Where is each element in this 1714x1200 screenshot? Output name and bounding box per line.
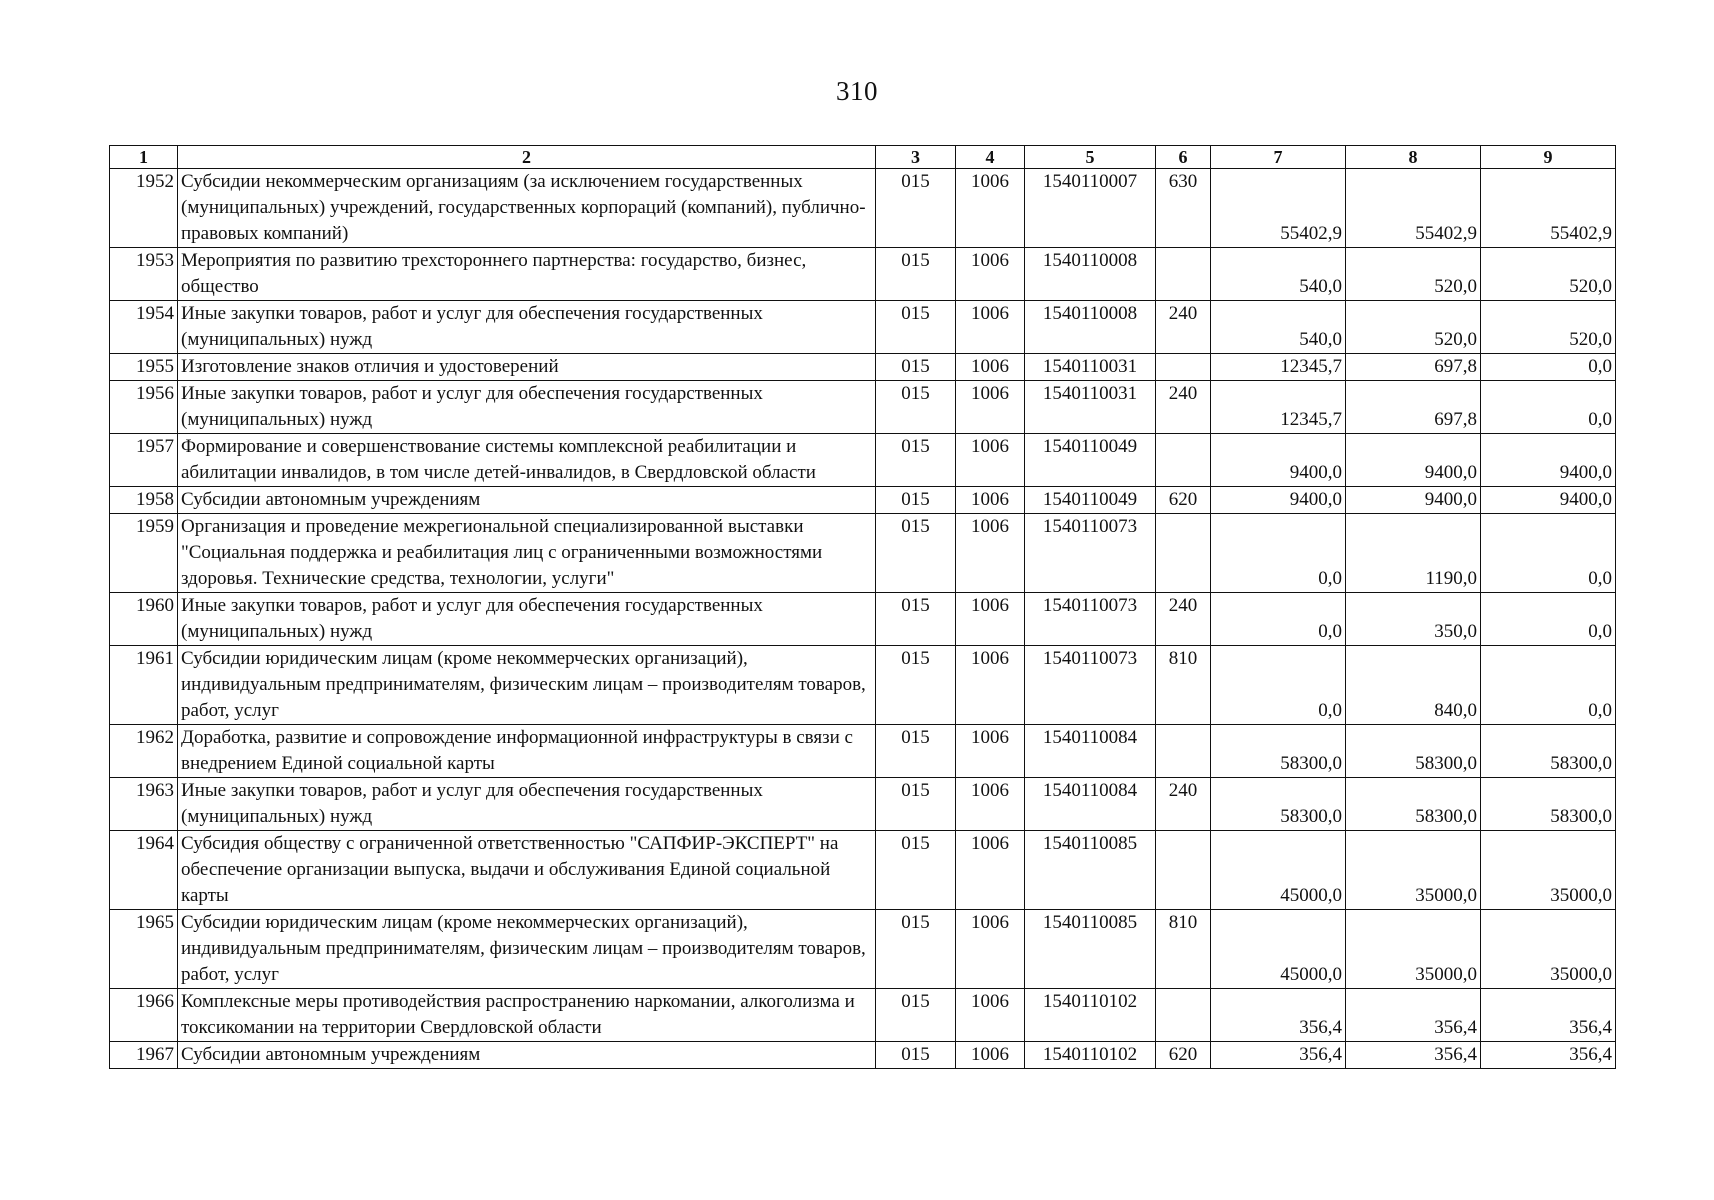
row-number: 1953: [110, 248, 178, 301]
table-row: [110, 1042, 1616, 1069]
row-name: Организация и проведение межрегиональной специализированной выставки "Социальная поддержка и реабилитация лиц с ограниченными возможностями здоровья. Технические средства, технологии, услуги": [178, 514, 876, 593]
row-number: 1959: [110, 514, 178, 593]
row-name: Комплексные меры противодействия распространению наркомании, алкоголизма и токсикомании на территории Свердловской области: [178, 989, 876, 1042]
header-cell-8: 8: [1346, 146, 1481, 169]
row-name: Субсидии юридическим лицам (кроме некоммерческих организаций), индивидуальным предпринимателям, физическим лицам – производителям товаров, работ, услуг: [178, 646, 876, 725]
row-col5: 1540110031: [1025, 354, 1156, 381]
table-row: [110, 831, 1616, 910]
row-col5: 1540110007: [1025, 169, 1156, 248]
row-col4: 1006: [956, 169, 1025, 248]
row-col3: 015: [876, 169, 956, 248]
row-col6: 240: [1156, 381, 1211, 434]
row-name: Формирование и совершенствование системы комплексной реабилитации и абилитации инвалидов, в том числе детей-инвалидов, в Свердловской области: [178, 434, 876, 487]
row-value-7: 540,0: [1211, 248, 1346, 301]
row-number: 1962: [110, 725, 178, 778]
table-row: [110, 248, 1616, 301]
row-col6: [1156, 831, 1211, 910]
row-value-9: 0,0: [1481, 646, 1616, 725]
row-number: 1960: [110, 593, 178, 646]
row-number: 1965: [110, 910, 178, 989]
row-value-7: 9400,0: [1211, 434, 1346, 487]
row-value-8: 35000,0: [1346, 910, 1481, 989]
table-row: [110, 487, 1616, 514]
row-value-8: 520,0: [1346, 248, 1481, 301]
row-value-8: 1190,0: [1346, 514, 1481, 593]
row-value-7: 540,0: [1211, 301, 1346, 354]
row-name: Доработка, развитие и сопровождение информационной инфраструктуры в связи с внедрением Единой социальной карты: [178, 725, 876, 778]
row-col5: 1540110008: [1025, 301, 1156, 354]
row-col4: 1006: [956, 301, 1025, 354]
table-row: [110, 989, 1616, 1042]
row-col5: 1540110102: [1025, 989, 1156, 1042]
row-value-7: 45000,0: [1211, 910, 1346, 989]
row-name: Изготовление знаков отличия и удостоверений: [178, 354, 876, 381]
row-col4: 1006: [956, 381, 1025, 434]
row-col6: 630: [1156, 169, 1211, 248]
row-col6: [1156, 514, 1211, 593]
row-name: Субсидии некоммерческим организациям (за исключением государственных (муниципальных) учреждений, государственных корпораций (компаний), публично-правовых компаний): [178, 169, 876, 248]
row-col6: [1156, 434, 1211, 487]
row-value-9: 58300,0: [1481, 725, 1616, 778]
row-col5: 1540110085: [1025, 910, 1156, 989]
row-col6: [1156, 725, 1211, 778]
row-col4: 1006: [956, 910, 1025, 989]
row-col3: 015: [876, 514, 956, 593]
row-name: Субсидии автономным учреждениям: [178, 487, 876, 514]
row-value-7: 12345,7: [1211, 381, 1346, 434]
header-cell-3: 3: [876, 146, 956, 169]
row-value-8: 35000,0: [1346, 831, 1481, 910]
row-value-7: 9400,0: [1211, 487, 1346, 514]
row-name: Мероприятия по развитию трехстороннего партнерства: государство, бизнес, общество: [178, 248, 876, 301]
row-col3: 015: [876, 725, 956, 778]
row-number: 1955: [110, 354, 178, 381]
row-col5: 1540110049: [1025, 434, 1156, 487]
row-col3: 015: [876, 434, 956, 487]
row-value-8: 58300,0: [1346, 778, 1481, 831]
row-value-9: 0,0: [1481, 381, 1616, 434]
row-col6: 810: [1156, 910, 1211, 989]
row-col4: 1006: [956, 989, 1025, 1042]
row-value-9: 35000,0: [1481, 831, 1616, 910]
row-number: 1956: [110, 381, 178, 434]
row-col5: 1540110102: [1025, 1042, 1156, 1069]
row-col3: 015: [876, 778, 956, 831]
table-row: [110, 593, 1616, 646]
row-col3: 015: [876, 1042, 956, 1069]
row-col3: 015: [876, 381, 956, 434]
row-col3: 015: [876, 354, 956, 381]
row-col5: 1540110073: [1025, 514, 1156, 593]
table-row: [110, 169, 1616, 248]
row-value-9: 356,4: [1481, 1042, 1616, 1069]
row-col6: 620: [1156, 1042, 1211, 1069]
row-name: Иные закупки товаров, работ и услуг для обеспечения государственных (муниципальных) нужд: [178, 593, 876, 646]
row-name: Субсидии юридическим лицам (кроме некоммерческих организаций), индивидуальным предпринимателям, физическим лицам – производителям товаров, работ, услуг: [178, 910, 876, 989]
row-value-7: 0,0: [1211, 646, 1346, 725]
row-value-7: 12345,7: [1211, 354, 1346, 381]
row-value-8: 58300,0: [1346, 725, 1481, 778]
row-col5: 1540110073: [1025, 593, 1156, 646]
row-value-9: 9400,0: [1481, 434, 1616, 487]
row-value-9: 356,4: [1481, 989, 1616, 1042]
header-cell-6: 6: [1156, 146, 1211, 169]
row-value-8: 697,8: [1346, 381, 1481, 434]
row-value-8: 55402,9: [1346, 169, 1481, 248]
table-row: [110, 778, 1616, 831]
row-name: Иные закупки товаров, работ и услуг для обеспечения государственных (муниципальных) нужд: [178, 381, 876, 434]
row-number: 1964: [110, 831, 178, 910]
row-col6: [1156, 248, 1211, 301]
row-number: 1967: [110, 1042, 178, 1069]
row-value-8: 697,8: [1346, 354, 1481, 381]
row-col6: [1156, 989, 1211, 1042]
header-cell-1: 1: [110, 146, 178, 169]
row-value-9: 0,0: [1481, 593, 1616, 646]
row-value-9: 9400,0: [1481, 487, 1616, 514]
row-number: 1957: [110, 434, 178, 487]
row-col4: 1006: [956, 1042, 1025, 1069]
row-value-7: 58300,0: [1211, 725, 1346, 778]
row-col6: 810: [1156, 646, 1211, 725]
row-col4: 1006: [956, 248, 1025, 301]
row-value-7: 0,0: [1211, 514, 1346, 593]
table-row: [110, 646, 1616, 725]
row-value-9: 0,0: [1481, 514, 1616, 593]
row-value-8: 840,0: [1346, 646, 1481, 725]
row-col6: [1156, 354, 1211, 381]
row-col4: 1006: [956, 778, 1025, 831]
row-col4: 1006: [956, 725, 1025, 778]
row-col4: 1006: [956, 434, 1025, 487]
table-row: [110, 354, 1616, 381]
row-col6: 620: [1156, 487, 1211, 514]
row-number: 1954: [110, 301, 178, 354]
header-cell-2: 2: [178, 146, 876, 169]
table-body: [110, 169, 1616, 1069]
row-col6: 240: [1156, 778, 1211, 831]
row-col3: 015: [876, 248, 956, 301]
row-name: Субсидия обществу с ограниченной ответственностью "САПФИР-ЭКСПЕРТ" на обеспечение организации выпуска, выдачи и обслуживания Единой социальной карты: [178, 831, 876, 910]
page-number: 310: [836, 76, 878, 106]
table-row: [110, 301, 1616, 354]
row-name: Иные закупки товаров, работ и услуг для обеспечения государственных (муниципальных) нужд: [178, 778, 876, 831]
row-col3: 015: [876, 646, 956, 725]
row-col4: 1006: [956, 593, 1025, 646]
header-cell-7: 7: [1211, 146, 1346, 169]
row-value-8: 9400,0: [1346, 434, 1481, 487]
row-col6: 240: [1156, 593, 1211, 646]
row-value-9: 520,0: [1481, 248, 1616, 301]
header-cell-4: 4: [956, 146, 1025, 169]
row-value-9: 35000,0: [1481, 910, 1616, 989]
row-col4: 1006: [956, 646, 1025, 725]
row-value-8: 356,4: [1346, 1042, 1481, 1069]
row-value-8: 9400,0: [1346, 487, 1481, 514]
row-number: 1963: [110, 778, 178, 831]
row-col3: 015: [876, 910, 956, 989]
table-row: [110, 725, 1616, 778]
row-col3: 015: [876, 831, 956, 910]
row-value-8: 350,0: [1346, 593, 1481, 646]
row-value-9: 520,0: [1481, 301, 1616, 354]
header-cell-9: 9: [1481, 146, 1616, 169]
row-value-8: 520,0: [1346, 301, 1481, 354]
header-row: [110, 146, 1616, 169]
row-col5: 1540110008: [1025, 248, 1156, 301]
row-name: Иные закупки товаров, работ и услуг для обеспечения государственных (муниципальных) нужд: [178, 301, 876, 354]
row-col4: 1006: [956, 514, 1025, 593]
row-col4: 1006: [956, 354, 1025, 381]
row-col5: 1540110085: [1025, 831, 1156, 910]
row-value-7: 0,0: [1211, 593, 1346, 646]
row-number: 1952: [110, 169, 178, 248]
row-col5: 1540110084: [1025, 778, 1156, 831]
row-col3: 015: [876, 487, 956, 514]
row-value-7: 58300,0: [1211, 778, 1346, 831]
table-row: [110, 434, 1616, 487]
row-col5: 1540110031: [1025, 381, 1156, 434]
row-value-7: 356,4: [1211, 989, 1346, 1042]
row-value-7: 356,4: [1211, 1042, 1346, 1069]
row-value-8: 356,4: [1346, 989, 1481, 1042]
row-number: 1961: [110, 646, 178, 725]
row-col6: 240: [1156, 301, 1211, 354]
row-col4: 1006: [956, 831, 1025, 910]
row-col5: 1540110049: [1025, 487, 1156, 514]
row-value-7: 55402,9: [1211, 169, 1346, 248]
row-col3: 015: [876, 989, 956, 1042]
table-row: [110, 514, 1616, 593]
table-row: [110, 381, 1616, 434]
header-cell-5: 5: [1025, 146, 1156, 169]
row-col5: 1540110084: [1025, 725, 1156, 778]
row-col5: 1540110073: [1025, 646, 1156, 725]
row-number: 1966: [110, 989, 178, 1042]
row-value-9: 55402,9: [1481, 169, 1616, 248]
budget-table: [109, 145, 1616, 1069]
row-value-7: 45000,0: [1211, 831, 1346, 910]
row-value-9: 0,0: [1481, 354, 1616, 381]
row-value-9: 58300,0: [1481, 778, 1616, 831]
row-col3: 015: [876, 301, 956, 354]
table-row: [110, 910, 1616, 989]
row-name: Субсидии автономным учреждениям: [178, 1042, 876, 1069]
row-number: 1958: [110, 487, 178, 514]
row-col3: 015: [876, 593, 956, 646]
row-col4: 1006: [956, 487, 1025, 514]
